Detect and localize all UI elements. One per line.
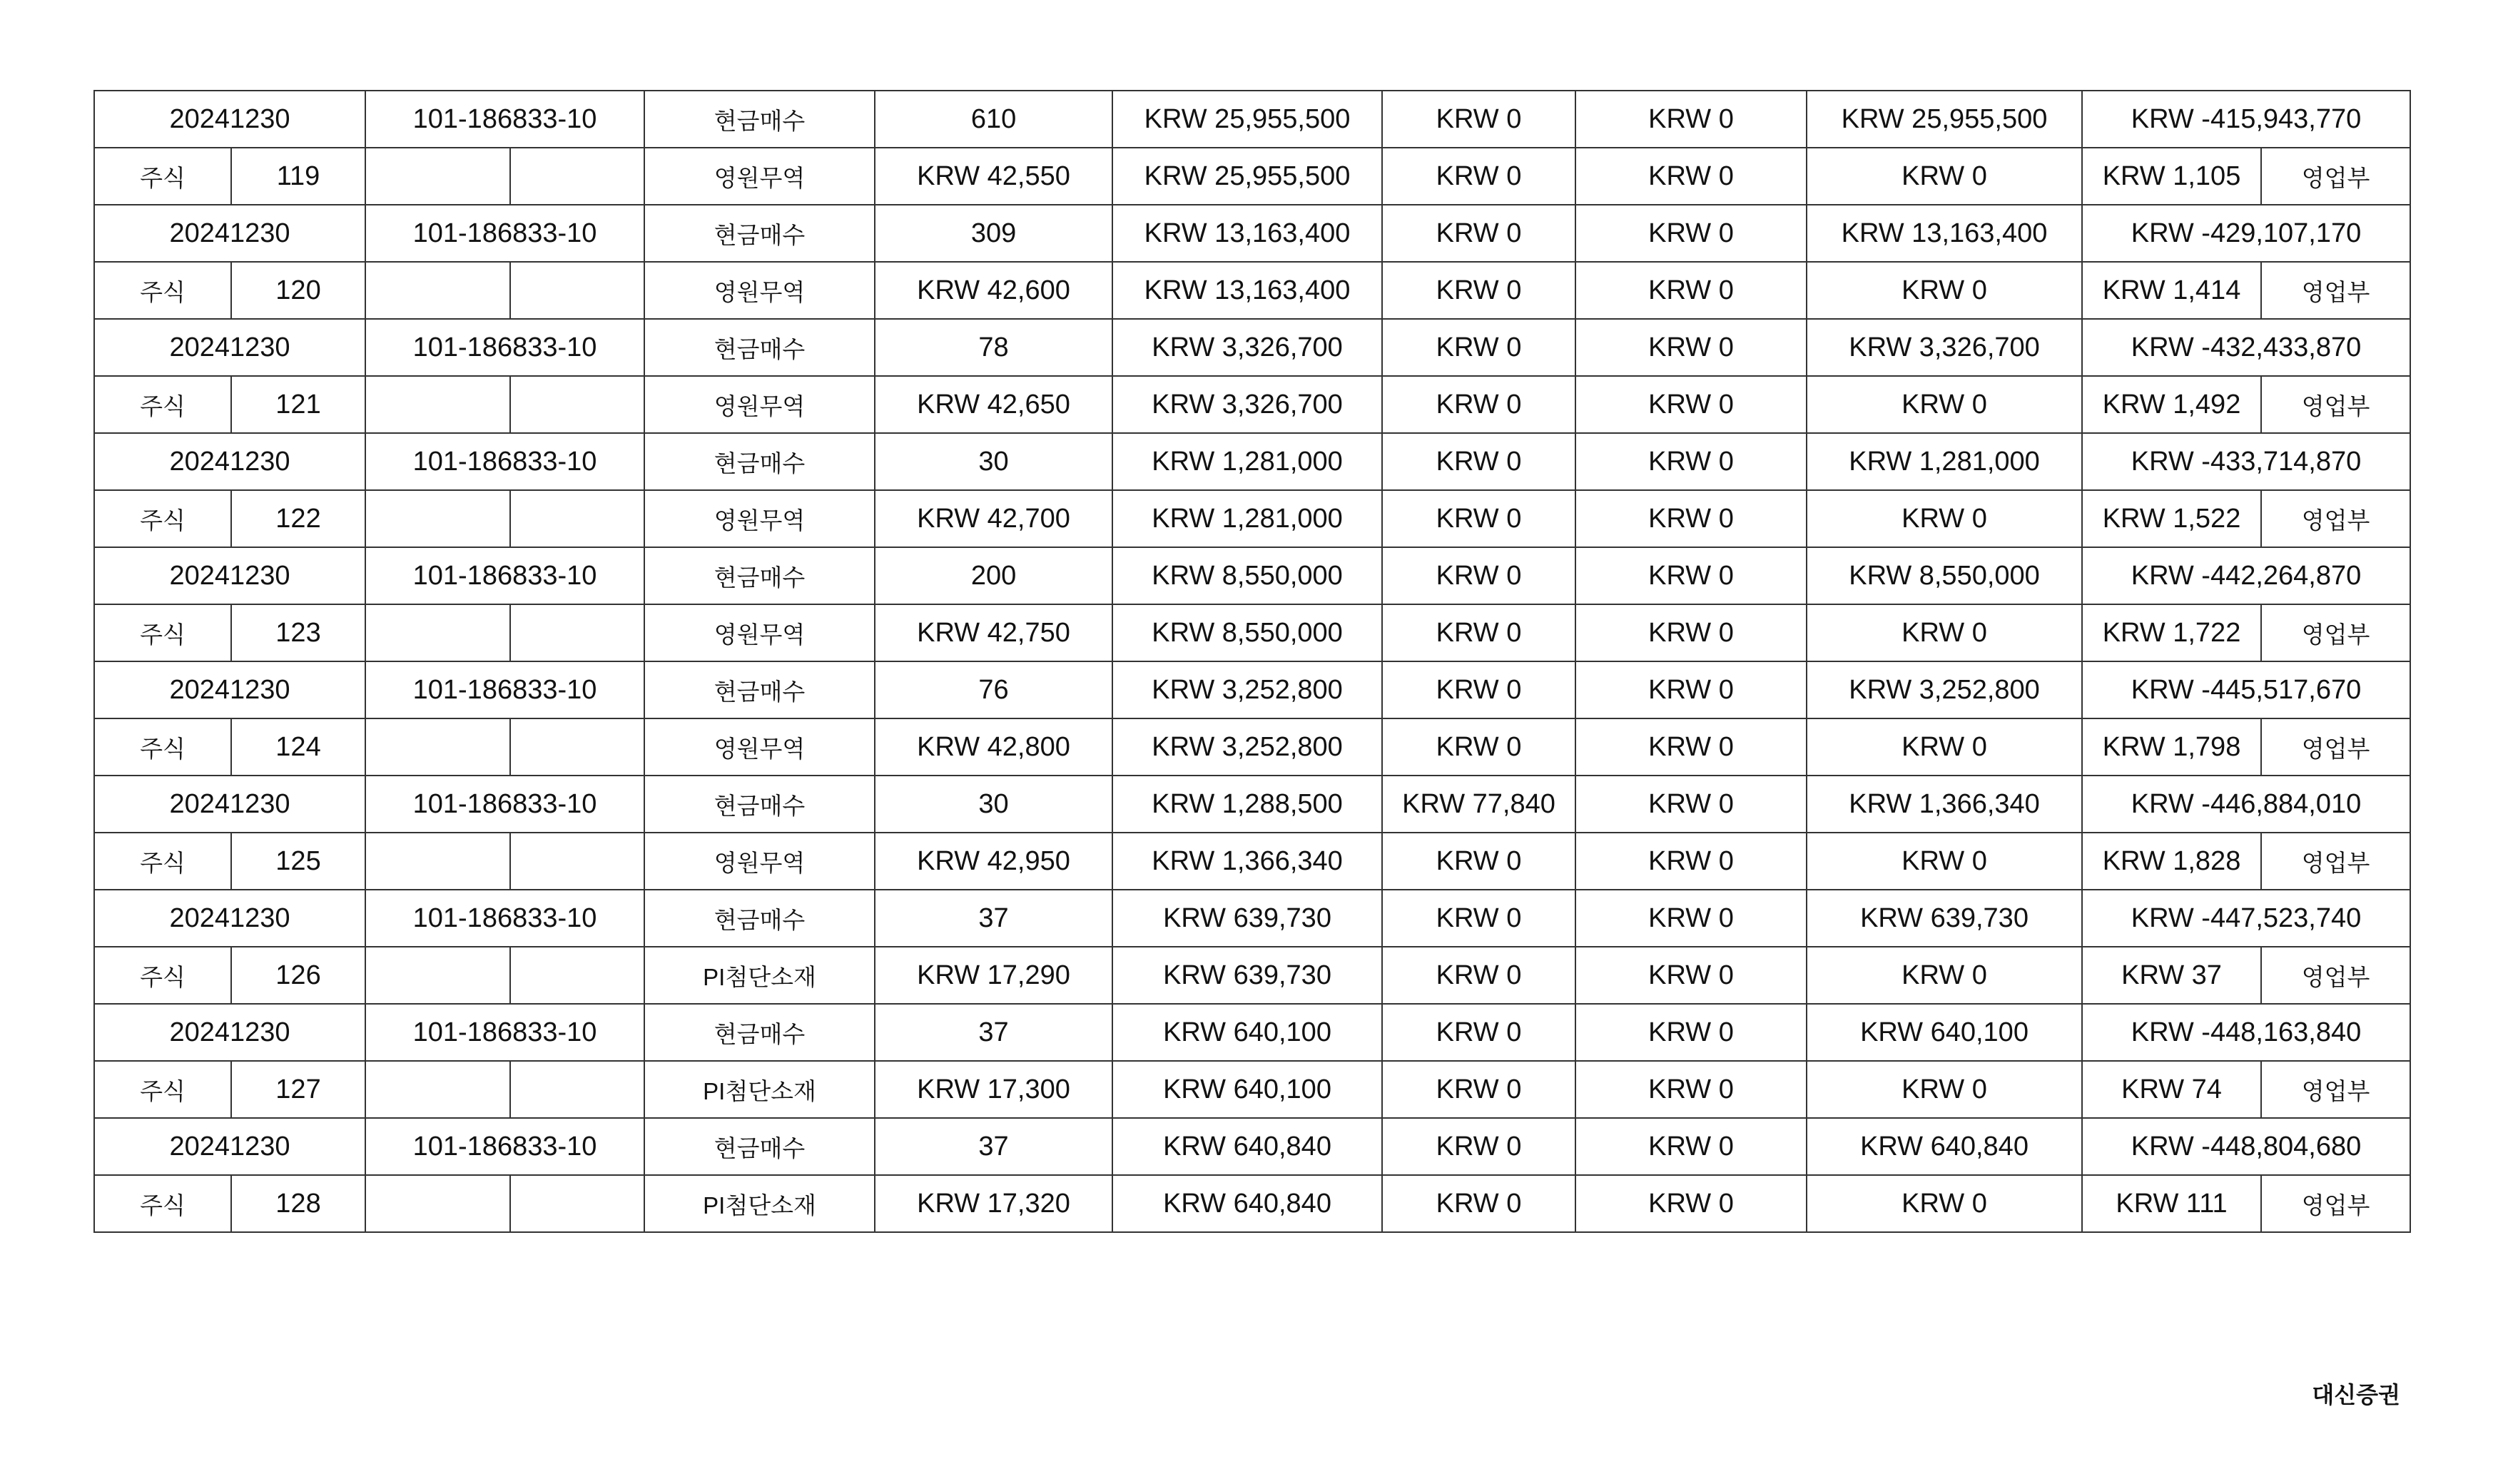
fee-cell: KRW 0: [1382, 1118, 1575, 1175]
unit-price-cell: KRW 42,700: [875, 490, 1112, 547]
profit-cell: KRW 74: [2082, 1061, 2261, 1118]
empty-cell: [510, 148, 644, 205]
empty-cell: [365, 148, 510, 205]
empty-cell: [365, 1175, 510, 1232]
tax-cell: KRW 0: [1575, 718, 1807, 776]
tax-cell: KRW 0: [1575, 319, 1807, 376]
fee-cell: KRW 0: [1382, 91, 1575, 148]
tax-cell: KRW 0: [1575, 1004, 1807, 1061]
security-name-cell: 영원무역: [644, 490, 875, 547]
tax-cell: KRW 0: [1575, 148, 1807, 205]
security-name-cell: 영원무역: [644, 604, 875, 661]
profit-cell: KRW 111: [2082, 1175, 2261, 1232]
unit-price-cell: KRW 17,320: [875, 1175, 1112, 1232]
table-row: [94, 718, 2410, 776]
branch-cell: 영업부: [2261, 604, 2410, 661]
tax-cell: KRW 0: [1575, 547, 1807, 604]
fee-cell: KRW 0: [1382, 376, 1575, 433]
settlement-amount-cell: KRW 0: [1807, 833, 2082, 890]
empty-cell: [365, 947, 510, 1004]
trade-amount-cell: KRW 1,281,000: [1112, 433, 1382, 490]
balance-cell: KRW -429,107,170: [2082, 205, 2410, 262]
trade-amount-cell: KRW 3,252,800: [1112, 661, 1382, 718]
security-name-cell: PI첨단소재: [644, 1175, 875, 1232]
asset-class-cell: 주식: [94, 262, 231, 319]
quantity-cell: 30: [875, 776, 1112, 833]
trade-date-cell: 20241230: [94, 1118, 365, 1175]
empty-cell: [510, 718, 644, 776]
trade-amount-cell: KRW 640,840: [1112, 1175, 1382, 1232]
security-name-cell: PI첨단소재: [644, 947, 875, 1004]
fee-cell: KRW 0: [1382, 604, 1575, 661]
trade-amount-cell: KRW 640,100: [1112, 1004, 1382, 1061]
trade-date-cell: 20241230: [94, 661, 365, 718]
account-number-cell: 101-186833-10: [365, 1118, 644, 1175]
sequence-number-cell: 128: [231, 1175, 365, 1232]
balance-cell: KRW -433,714,870: [2082, 433, 2410, 490]
table-row: [94, 833, 2410, 890]
profit-cell: KRW 1,492: [2082, 376, 2261, 433]
trade-type-cell: 현금매수: [644, 319, 875, 376]
table-row: [94, 262, 2410, 319]
table-row: [94, 319, 2410, 376]
profit-cell: KRW 1,722: [2082, 604, 2261, 661]
settlement-amount-cell: KRW 0: [1807, 718, 2082, 776]
trade-type-cell: 현금매수: [644, 1004, 875, 1061]
trade-date-cell: 20241230: [94, 91, 365, 148]
account-number-cell: 101-186833-10: [365, 1004, 644, 1061]
trade-amount-cell: KRW 640,100: [1112, 1061, 1382, 1118]
trade-amount-cell: KRW 639,730: [1112, 890, 1382, 947]
table-row: [94, 205, 2410, 262]
account-number-cell: 101-186833-10: [365, 319, 644, 376]
settlement-amount-cell: KRW 1,281,000: [1807, 433, 2082, 490]
table-row: [94, 490, 2410, 547]
trade-type-cell: 현금매수: [644, 205, 875, 262]
unit-price-cell: KRW 42,600: [875, 262, 1112, 319]
empty-cell: [510, 376, 644, 433]
balance-cell: KRW -448,163,840: [2082, 1004, 2410, 1061]
trade-amount-cell: KRW 639,730: [1112, 947, 1382, 1004]
profit-cell: KRW 1,798: [2082, 718, 2261, 776]
branch-cell: 영업부: [2261, 376, 2410, 433]
profit-cell: KRW 1,105: [2082, 148, 2261, 205]
balance-cell: KRW -442,264,870: [2082, 547, 2410, 604]
fee-cell: KRW 0: [1382, 319, 1575, 376]
profit-cell: KRW 1,414: [2082, 262, 2261, 319]
table-row: [94, 661, 2410, 718]
fee-cell: KRW 0: [1382, 1175, 1575, 1232]
trade-amount-cell: KRW 13,163,400: [1112, 205, 1382, 262]
tax-cell: KRW 0: [1575, 890, 1807, 947]
trade-amount-cell: KRW 640,840: [1112, 1118, 1382, 1175]
table-row: [94, 776, 2410, 833]
trade-date-cell: 20241230: [94, 776, 365, 833]
trade-date-cell: 20241230: [94, 319, 365, 376]
tax-cell: KRW 0: [1575, 1061, 1807, 1118]
branch-cell: 영업부: [2261, 947, 2410, 1004]
sequence-number-cell: 123: [231, 604, 365, 661]
quantity-cell: 200: [875, 547, 1112, 604]
settlement-amount-cell: KRW 8,550,000: [1807, 547, 2082, 604]
empty-cell: [365, 1061, 510, 1118]
trade-date-cell: 20241230: [94, 433, 365, 490]
unit-price-cell: KRW 17,300: [875, 1061, 1112, 1118]
trade-date-cell: 20241230: [94, 205, 365, 262]
unit-price-cell: KRW 42,750: [875, 604, 1112, 661]
account-number-cell: 101-186833-10: [365, 890, 644, 947]
settlement-amount-cell: KRW 3,252,800: [1807, 661, 2082, 718]
footer-brand: 대신증권: [2312, 1381, 2400, 1408]
fee-cell: KRW 0: [1382, 547, 1575, 604]
quantity-cell: 37: [875, 890, 1112, 947]
trade-amount-cell: KRW 25,955,500: [1112, 148, 1382, 205]
empty-cell: [510, 604, 644, 661]
transaction-table: [93, 90, 2411, 1233]
table-row: [94, 1004, 2410, 1061]
trade-type-cell: 현금매수: [644, 1118, 875, 1175]
balance-cell: KRW -446,884,010: [2082, 776, 2410, 833]
tax-cell: KRW 0: [1575, 1118, 1807, 1175]
tax-cell: KRW 0: [1575, 490, 1807, 547]
fee-cell: KRW 0: [1382, 433, 1575, 490]
fee-cell: KRW 0: [1382, 947, 1575, 1004]
settlement-amount-cell: KRW 0: [1807, 1175, 2082, 1232]
empty-cell: [510, 1175, 644, 1232]
table-row: [94, 1118, 2410, 1175]
trade-type-cell: 현금매수: [644, 661, 875, 718]
empty-cell: [365, 604, 510, 661]
trade-amount-cell: KRW 3,326,700: [1112, 319, 1382, 376]
trade-date-cell: 20241230: [94, 1004, 365, 1061]
fee-cell: KRW 0: [1382, 661, 1575, 718]
tax-cell: KRW 0: [1575, 91, 1807, 148]
balance-cell: KRW -432,433,870: [2082, 319, 2410, 376]
asset-class-cell: 주식: [94, 1061, 231, 1118]
profit-cell: KRW 1,522: [2082, 490, 2261, 547]
fee-cell: KRW 0: [1382, 262, 1575, 319]
trade-date-cell: 20241230: [94, 547, 365, 604]
trade-type-cell: 현금매수: [644, 776, 875, 833]
table-row: [94, 604, 2410, 661]
unit-price-cell: KRW 42,800: [875, 718, 1112, 776]
unit-price-cell: KRW 42,950: [875, 833, 1112, 890]
settlement-amount-cell: KRW 0: [1807, 490, 2082, 547]
settlement-amount-cell: KRW 0: [1807, 604, 2082, 661]
quantity-cell: 76: [875, 661, 1112, 718]
unit-price-cell: KRW 17,290: [875, 947, 1112, 1004]
tax-cell: KRW 0: [1575, 661, 1807, 718]
settlement-amount-cell: KRW 0: [1807, 1061, 2082, 1118]
asset-class-cell: 주식: [94, 947, 231, 1004]
settlement-amount-cell: KRW 0: [1807, 262, 2082, 319]
settlement-amount-cell: KRW 1,366,340: [1807, 776, 2082, 833]
asset-class-cell: 주식: [94, 376, 231, 433]
trade-amount-cell: KRW 3,252,800: [1112, 718, 1382, 776]
account-number-cell: 101-186833-10: [365, 91, 644, 148]
security-name-cell: 영원무역: [644, 262, 875, 319]
account-number-cell: 101-186833-10: [365, 661, 644, 718]
table-row: [94, 890, 2410, 947]
settlement-amount-cell: KRW 25,955,500: [1807, 91, 2082, 148]
account-number-cell: 101-186833-10: [365, 776, 644, 833]
security-name-cell: 영원무역: [644, 833, 875, 890]
sequence-number-cell: 119: [231, 148, 365, 205]
profit-cell: KRW 37: [2082, 947, 2261, 1004]
sequence-number-cell: 127: [231, 1061, 365, 1118]
settlement-amount-cell: KRW 0: [1807, 376, 2082, 433]
quantity-cell: 37: [875, 1004, 1112, 1061]
balance-cell: KRW -415,943,770: [2082, 91, 2410, 148]
tax-cell: KRW 0: [1575, 776, 1807, 833]
transaction-table-body: [94, 91, 2410, 1232]
tax-cell: KRW 0: [1575, 205, 1807, 262]
fee-cell: KRW 0: [1382, 1061, 1575, 1118]
asset-class-cell: 주식: [94, 490, 231, 547]
trade-amount-cell: KRW 1,288,500: [1112, 776, 1382, 833]
trade-type-cell: 현금매수: [644, 890, 875, 947]
table-row: [94, 947, 2410, 1004]
empty-cell: [365, 718, 510, 776]
tax-cell: KRW 0: [1575, 947, 1807, 1004]
table-row: [94, 1061, 2410, 1118]
table-row: [94, 376, 2410, 433]
sequence-number-cell: 120: [231, 262, 365, 319]
asset-class-cell: 주식: [94, 833, 231, 890]
branch-cell: 영업부: [2261, 718, 2410, 776]
fee-cell: KRW 0: [1382, 718, 1575, 776]
security-name-cell: 영원무역: [644, 376, 875, 433]
tax-cell: KRW 0: [1575, 604, 1807, 661]
trade-amount-cell: KRW 8,550,000: [1112, 547, 1382, 604]
fee-cell: KRW 0: [1382, 205, 1575, 262]
asset-class-cell: 주식: [94, 148, 231, 205]
security-name-cell: 영원무역: [644, 718, 875, 776]
trade-type-cell: 현금매수: [644, 547, 875, 604]
empty-cell: [365, 376, 510, 433]
quantity-cell: 30: [875, 433, 1112, 490]
settlement-amount-cell: KRW 0: [1807, 148, 2082, 205]
profit-cell: KRW 1,828: [2082, 833, 2261, 890]
branch-cell: 영업부: [2261, 833, 2410, 890]
balance-cell: KRW -445,517,670: [2082, 661, 2410, 718]
branch-cell: 영업부: [2261, 1175, 2410, 1232]
settlement-amount-cell: KRW 3,326,700: [1807, 319, 2082, 376]
trade-date-cell: 20241230: [94, 890, 365, 947]
table-row: [94, 91, 2410, 148]
sequence-number-cell: 121: [231, 376, 365, 433]
empty-cell: [365, 833, 510, 890]
trade-amount-cell: KRW 1,281,000: [1112, 490, 1382, 547]
security-name-cell: 영원무역: [644, 148, 875, 205]
sequence-number-cell: 122: [231, 490, 365, 547]
fee-cell: KRW 0: [1382, 1004, 1575, 1061]
branch-cell: 영업부: [2261, 148, 2410, 205]
account-number-cell: 101-186833-10: [365, 433, 644, 490]
trade-amount-cell: KRW 13,163,400: [1112, 262, 1382, 319]
quantity-cell: 78: [875, 319, 1112, 376]
settlement-amount-cell: KRW 639,730: [1807, 890, 2082, 947]
tax-cell: KRW 0: [1575, 433, 1807, 490]
empty-cell: [510, 1061, 644, 1118]
asset-class-cell: 주식: [94, 1175, 231, 1232]
table-row: [94, 433, 2410, 490]
asset-class-cell: 주식: [94, 718, 231, 776]
table-row: [94, 148, 2410, 205]
unit-price-cell: KRW 42,650: [875, 376, 1112, 433]
tax-cell: KRW 0: [1575, 262, 1807, 319]
empty-cell: [510, 833, 644, 890]
unit-price-cell: KRW 42,550: [875, 148, 1112, 205]
trade-amount-cell: KRW 3,326,700: [1112, 376, 1382, 433]
asset-class-cell: 주식: [94, 604, 231, 661]
empty-cell: [365, 262, 510, 319]
quantity-cell: 309: [875, 205, 1112, 262]
security-name-cell: PI첨단소재: [644, 1061, 875, 1118]
trade-type-cell: 현금매수: [644, 91, 875, 148]
fee-cell: KRW 0: [1382, 490, 1575, 547]
empty-cell: [510, 490, 644, 547]
tax-cell: KRW 0: [1575, 1175, 1807, 1232]
branch-cell: 영업부: [2261, 490, 2410, 547]
empty-cell: [510, 947, 644, 1004]
quantity-cell: 37: [875, 1118, 1112, 1175]
fee-cell: KRW 77,840: [1382, 776, 1575, 833]
trade-amount-cell: KRW 8,550,000: [1112, 604, 1382, 661]
trade-type-cell: 현금매수: [644, 433, 875, 490]
balance-cell: KRW -447,523,740: [2082, 890, 2410, 947]
settlement-amount-cell: KRW 13,163,400: [1807, 205, 2082, 262]
sequence-number-cell: 124: [231, 718, 365, 776]
sequence-number-cell: 126: [231, 947, 365, 1004]
sequence-number-cell: 125: [231, 833, 365, 890]
branch-cell: 영업부: [2261, 1061, 2410, 1118]
settlement-amount-cell: KRW 0: [1807, 947, 2082, 1004]
table-row: [94, 1175, 2410, 1232]
fee-cell: KRW 0: [1382, 890, 1575, 947]
tax-cell: KRW 0: [1575, 376, 1807, 433]
settlement-amount-cell: KRW 640,840: [1807, 1118, 2082, 1175]
table-row: [94, 547, 2410, 604]
fee-cell: KRW 0: [1382, 833, 1575, 890]
trade-amount-cell: KRW 1,366,340: [1112, 833, 1382, 890]
settlement-amount-cell: KRW 640,100: [1807, 1004, 2082, 1061]
fee-cell: KRW 0: [1382, 148, 1575, 205]
tax-cell: KRW 0: [1575, 833, 1807, 890]
branch-cell: 영업부: [2261, 262, 2410, 319]
account-number-cell: 101-186833-10: [365, 547, 644, 604]
quantity-cell: 610: [875, 91, 1112, 148]
trade-amount-cell: KRW 25,955,500: [1112, 91, 1382, 148]
account-number-cell: 101-186833-10: [365, 205, 644, 262]
empty-cell: [510, 262, 644, 319]
balance-cell: KRW -448,804,680: [2082, 1118, 2410, 1175]
empty-cell: [365, 490, 510, 547]
